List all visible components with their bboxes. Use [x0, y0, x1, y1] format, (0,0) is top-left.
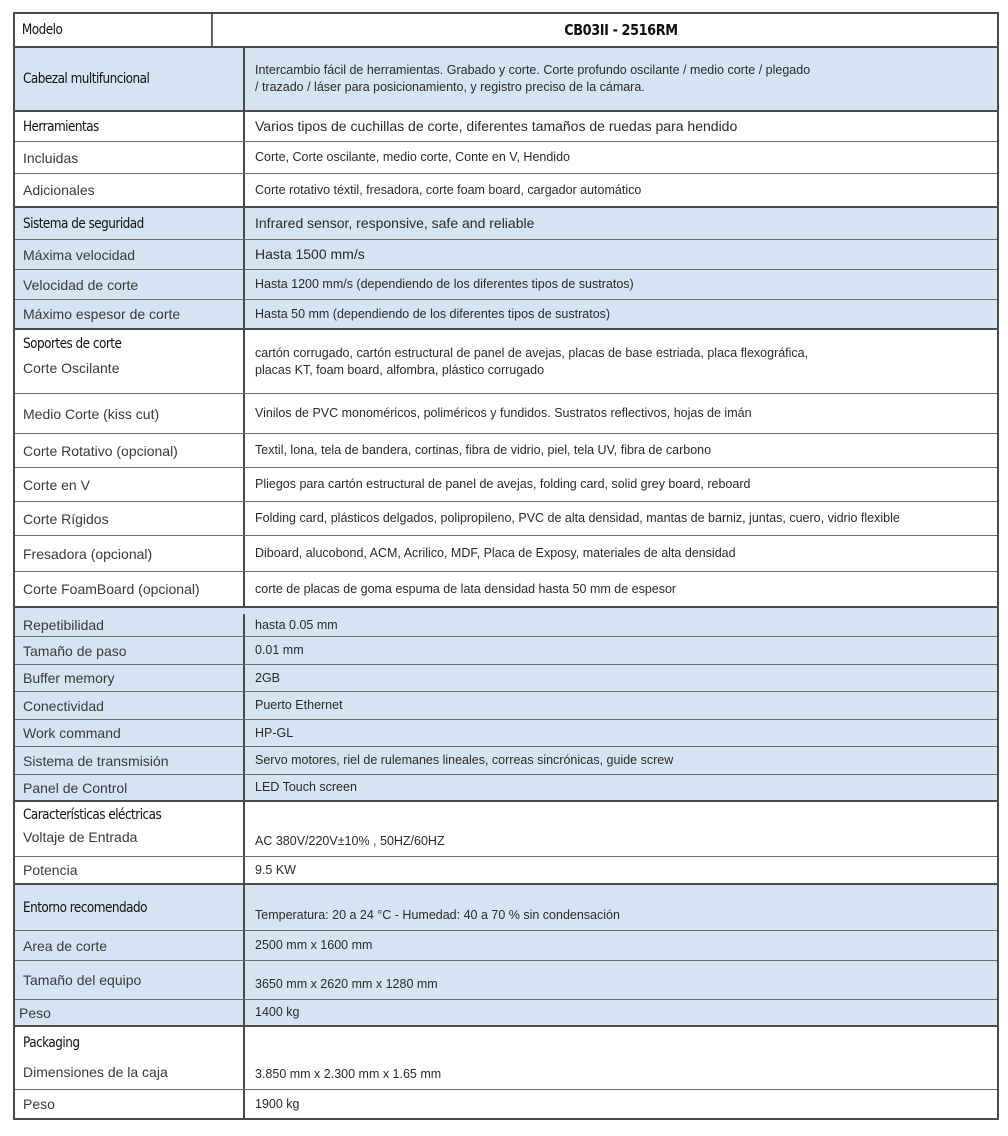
spec-table — [13, 12, 999, 1120]
row-value: 2GB — [255, 670, 281, 685]
row-label: Herramientas — [15, 112, 245, 141]
row-value: Hasta 1200 mm/s (dependiendo de los diferentes tipos de sustratos) — [255, 277, 634, 291]
row-value: Varios tipos de cuchillas de corte, diferentes tamaños de ruedas para hendido — [255, 118, 738, 134]
row-label: Máximo espesor de corte — [15, 300, 245, 328]
table-row — [15, 434, 997, 468]
table-row — [15, 637, 997, 665]
table-row — [15, 1027, 997, 1090]
row-value: Puerto Ethernet — [255, 698, 343, 712]
row-value: cartón corrugado, cartón estructural de panel de avejas, placas de base estriada, placa flexográfica, placas KT, foam board, alfombra, plástico corrugado — [255, 345, 809, 377]
row-value: Vinilos de PVC monoméricos, poliméricos y fundidos. Sustratos reflectivos, hojas de imán — [255, 406, 752, 420]
table-row — [15, 502, 997, 536]
row-sublabel: Corte Oscilante — [23, 360, 120, 376]
row-label: Fresadora (opcional) — [15, 536, 245, 571]
row-label: Máxima velocidad — [15, 240, 245, 269]
row-value: 0.01 mm — [255, 643, 304, 657]
row-value: corte de placas de goma espuma de lata densidad hasta 50 mm de espesor — [255, 581, 677, 596]
row-value: 1900 kg — [255, 1096, 300, 1111]
table-row — [15, 174, 997, 208]
row-label: Entorno recomendado — [15, 885, 245, 930]
row-value: 3650 mm x 2620 mm x 1280 mm — [255, 977, 438, 991]
row-value: 3.850 mm x 2.300 mm x 1.65 mm — [255, 1067, 442, 1081]
table-row — [15, 572, 997, 608]
row-value: Intercambio fácil de herramientas. Grabado y corte. Corte profundo oscilante / medio corte / plegado / trazado / láser para posicionamiento, y registro preciso de la cámara. — [255, 63, 811, 94]
row-label: Corte Rotativo (opcional) — [15, 434, 245, 467]
table-row — [15, 665, 997, 692]
table-row — [15, 300, 997, 330]
table-row — [15, 208, 997, 240]
row-label: Repetibilidad — [15, 614, 245, 636]
header-label: Modelo — [15, 14, 213, 46]
row-label: Corte Rígidos — [15, 502, 245, 535]
table-row — [15, 330, 997, 394]
row-label: Soportes de corte Corte Oscilante — [15, 330, 245, 393]
row-value: Textil, lona, tela de bandera, cortinas, fibra de vidrio, piel, tela UV, fibra de carbono — [255, 443, 712, 457]
table-row — [15, 112, 997, 142]
row-value: Servo motores, riel de rulemanes lineales, correas sincrónicas, guide screw — [255, 753, 674, 767]
row-value: Hasta 1500 mm/s — [255, 246, 365, 262]
table-row — [15, 802, 997, 857]
table-row — [15, 142, 997, 174]
row-value: Hasta 50 mm (dependiendo de los diferentes tipos de sustratos) — [255, 306, 611, 321]
table-row — [15, 885, 997, 931]
table-header-row — [15, 14, 997, 48]
row-value: 1400 kg — [255, 1005, 300, 1019]
row-label: Corte en V — [15, 468, 245, 501]
row-label: Características eléctricas Voltaje de Entrada — [15, 802, 245, 856]
row-label: Packaging Dimensiones de la caja — [15, 1027, 245, 1089]
row-label: Tamaño del equipo — [15, 961, 245, 999]
model-name: CB03II - 2516RM — [564, 20, 678, 39]
row-value: 9.5 KW — [255, 862, 296, 877]
row-value: Diboard, alucobond, ACM, Acrilico, MDF, Placa de Exposy, materiales de alta densidad — [255, 546, 736, 560]
row-label: Peso — [15, 1000, 245, 1025]
row-label: Sistema de transmisión — [15, 747, 245, 774]
row-label: Work command — [15, 720, 245, 746]
table-row — [15, 48, 997, 112]
table-row — [15, 747, 997, 775]
table-row — [15, 720, 997, 747]
row-label: Incluidas — [15, 142, 245, 173]
table-row — [15, 608, 997, 637]
row-label: Area de corte — [15, 931, 245, 960]
row-label: Peso — [15, 1090, 245, 1118]
row-value: Pliegos para cartón estructural de panel de avejas, folding card, solid grey board, reboard — [255, 477, 751, 491]
row-value: HP-GL — [255, 725, 294, 740]
table-row — [15, 394, 997, 434]
row-value: AC 380V/220V±10% , 50HZ/60HZ — [255, 834, 445, 848]
row-label: Potencia — [15, 857, 245, 883]
table-row — [15, 536, 997, 572]
row-label: Corte FoamBoard (opcional) — [15, 572, 245, 606]
row-label: Tamaño de paso — [15, 637, 245, 664]
row-label: Panel de Control — [15, 775, 245, 800]
row-value: Folding card, plásticos delgados, polipropileno, PVC de alta densidad, mantas de barniz, juntas, cuero, vidrio flexible — [255, 511, 900, 525]
table-row — [15, 1090, 997, 1118]
table-row — [15, 468, 997, 502]
row-value: Infrared sensor, responsive, safe and reliable — [255, 215, 535, 231]
row-value: Corte rotativo téxtil, fresadora, corte foam board, cargador automático — [255, 182, 642, 197]
row-value: 2500 mm x 1600 mm — [255, 938, 373, 952]
table-row — [15, 692, 997, 720]
row-label: Medio Corte (kiss cut) — [15, 394, 245, 433]
table-row — [15, 961, 997, 1000]
table-row — [15, 931, 997, 961]
table-row — [15, 775, 997, 802]
row-label: Conectividad — [15, 692, 245, 719]
table-row — [15, 1000, 997, 1027]
row-value: Corte, Corte oscilante, medio corte, Conte en V, Hendido — [255, 150, 570, 164]
row-label: Adicionales — [15, 174, 245, 206]
table-row — [15, 240, 997, 270]
row-sublabel: Voltaje de Entrada — [23, 829, 138, 845]
row-label: Cabezal multifuncional — [15, 48, 245, 110]
row-sublabel: Dimensiones de la caja — [23, 1064, 168, 1080]
row-value: hasta 0.05 mm — [255, 617, 338, 632]
row-label: Buffer memory — [15, 665, 245, 691]
row-label: Velocidad de corte — [15, 270, 245, 299]
row-value: LED Touch screen — [255, 780, 357, 794]
row-value: Temperatura: 20 a 24 °C - Humedad: 40 a 70 % sin condensación — [255, 908, 620, 922]
row-label: Sistema de seguridad — [15, 208, 245, 239]
table-row — [15, 857, 997, 885]
table-row — [15, 270, 997, 300]
